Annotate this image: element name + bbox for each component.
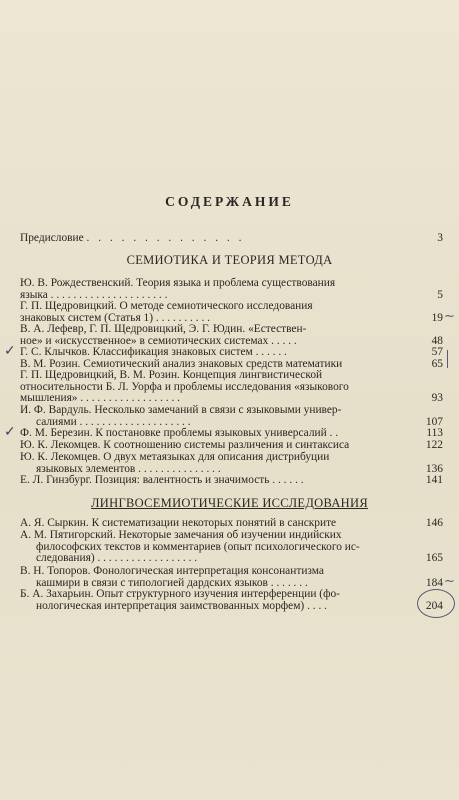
toc-entry-line: А. М. Пятигорский. Некоторые замечания об изучении индийских <box>20 529 342 541</box>
toc-entry <box>20 530 424 565</box>
toc-entry-line: мышления» . . . . . . . . . . . . . . . . . . <box>20 392 181 405</box>
toc-page-number: 146 <box>425 517 443 529</box>
toc-entry-line: Б. А. Захарьин. Опыт структурного изучения интерференции (фо- <box>20 588 340 600</box>
preface-entry <box>20 233 424 245</box>
toc-page-number: 107 <box>425 416 443 428</box>
toc-page-number: 204 <box>425 600 443 612</box>
toc-entry <box>20 440 424 452</box>
preface-page-number: 3 <box>437 232 443 244</box>
toc-entry-line: относительности Б. Л. Уорфа и проблемы исследования «языкового <box>20 380 349 393</box>
toc-entry-line: Г. С. Клычков. Классификация знаковых систем . . . . . . <box>20 346 287 358</box>
handwritten-tilde-icon: ~ <box>444 574 455 589</box>
toc-page-number: 93 <box>431 392 443 404</box>
toc-entry-line: Ю. К. Лекомцев. К соотношению системы различения и синтаксиса <box>20 439 350 451</box>
toc-entry <box>20 370 424 405</box>
toc-entry-line: знаковых систем (Статья 1) . . . . . . . . . . <box>20 311 210 324</box>
handwritten-check-icon: ✓ <box>4 424 16 440</box>
toc-page-number: 57 <box>431 346 443 358</box>
section-heading-semiotics: СЕМИОТИКА И ТЕОРИЯ МЕТОДА <box>126 253 333 267</box>
toc-entry <box>20 347 424 359</box>
toc-page-number: 5 <box>437 289 443 301</box>
toc-entry-line: В. Н. Топоров. Фонологическая интерпретация консонантизма <box>20 565 324 577</box>
toc-entry <box>20 475 424 487</box>
toc-page-number: 65 <box>431 358 443 370</box>
page-title: СОДЕРЖАНИЕ <box>165 194 294 209</box>
toc-entry-line: И. Ф. Вардуль. Несколько замечаний в связи с языковыми универ- <box>20 404 342 416</box>
handwritten-circle-mark <box>417 589 455 618</box>
toc-page-number: 19 <box>431 312 443 324</box>
preface-leader: . . . . . . . . . . . . . . <box>86 232 245 244</box>
toc-page-number: 165 <box>425 552 443 564</box>
toc-entry-line: А. Я. Сыркин. К систематизации некоторых понятий в санскрите <box>20 517 337 529</box>
toc-entry-line: Е. Л. Гинзбург. Позиция: валентность и значимость . . . . . . <box>20 474 304 486</box>
handwritten-check-icon: ✓ <box>4 343 16 359</box>
toc-entry-line: ное» и «искусственное» в семиотических системах . . . . . <box>20 334 297 347</box>
toc-entry-line: салиями . . . . . . . . . . . . . . . . . . . . <box>36 415 191 428</box>
handwritten-bracket-mark <box>447 350 454 368</box>
toc-page-number: 122 <box>425 439 443 451</box>
toc-entry-line: Г. П. Щедровицкий, В. М. Розин. Концепция лингвистической <box>20 369 323 381</box>
toc-entry-line: кашмири в связи с типологией дардских языков . . . . . . . <box>36 576 308 589</box>
toc-page-number: 113 <box>426 427 443 439</box>
toc-entry-line: Г. П. Щедровицкий. О методе семиотического исследования <box>20 300 313 312</box>
toc-entry <box>20 301 424 324</box>
toc-entry <box>20 518 424 530</box>
section-heading-linguosemiotics: ЛИНГВОСЕМИОТИЧЕСКИЕ ИССЛЕДОВАНИЯ <box>91 496 368 510</box>
toc-entry-line: Ю. К. Лекомцев. О двух метаязыках для описания дистрибуции <box>20 451 330 463</box>
toc-page-number: 48 <box>431 335 443 347</box>
toc-entry <box>20 405 424 428</box>
toc-entry-line: языка . . . . . . . . . . . . . . . . . . . . . <box>20 288 168 301</box>
toc-entry-line: следования) . . . . . . . . . . . . . . . . . . <box>36 552 198 565</box>
preface-label: Предисловие <box>20 232 84 244</box>
toc-entry <box>20 566 424 589</box>
toc-entry-line: Ф. М. Березин. К постановке проблемы языковых универсалий . . <box>20 427 339 439</box>
toc-entry <box>20 324 424 347</box>
toc-entry-line: В. М. Розин. Семиотический анализ знаковых средств математики <box>20 358 343 370</box>
toc-entry-line: Ю. В. Рождественский. Теория языка и проблема существования <box>20 277 336 289</box>
toc-entry <box>20 428 424 440</box>
toc-entry-line: философских текстов и комментариев (опыт психологического ис- <box>36 540 360 553</box>
toc-entry <box>20 278 424 301</box>
toc-page-number: 136 <box>425 463 443 475</box>
handwritten-tilde-icon: ~ <box>444 309 455 324</box>
toc-page-number: 184 <box>425 577 443 589</box>
toc-page-number: 141 <box>425 474 443 486</box>
toc-entry <box>20 589 424 612</box>
toc-entry-line: языковых элементов . . . . . . . . . . . . . . . <box>36 462 221 475</box>
toc-entry <box>20 452 424 475</box>
toc-entry-line: В. А. Лефевр, Г. П. Щедровицкий, Э. Г. Юдин. «Естествен- <box>20 323 307 335</box>
toc-entry-line: нологическая интерпретация заимствованных морфем) . . . . <box>36 599 328 612</box>
